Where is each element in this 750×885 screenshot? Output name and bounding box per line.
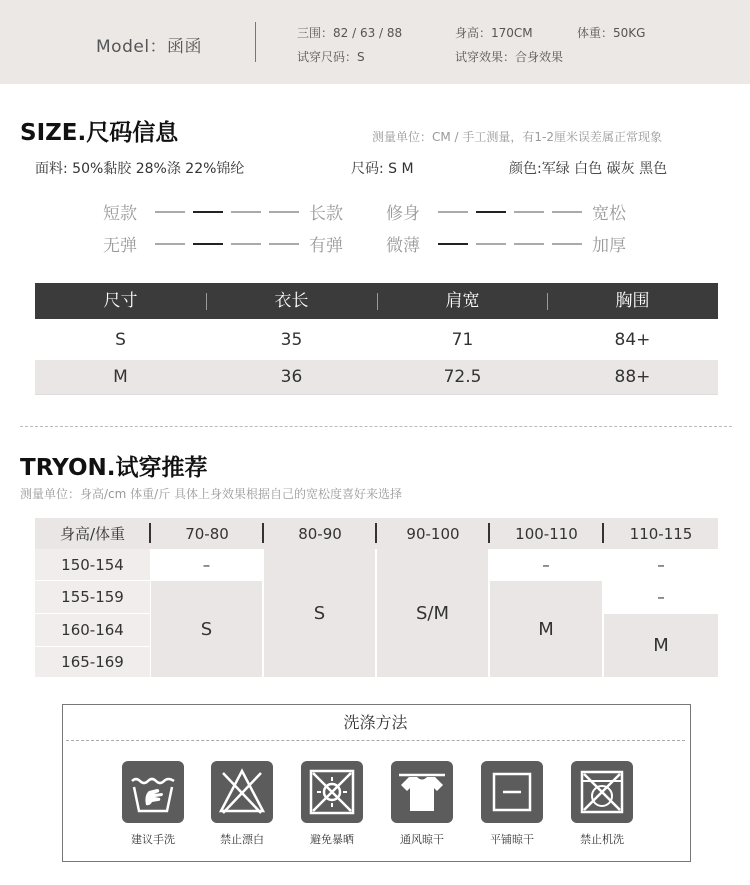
table-row: [35, 360, 718, 394]
table-cell: 72.5: [443, 367, 482, 387]
recommend-size: S/M: [415, 602, 450, 624]
recommend-none: –: [542, 555, 550, 574]
wash-label: 建议手洗: [131, 833, 175, 846]
shade-dry-icon: [391, 761, 453, 823]
model-name: Model：函函: [96, 37, 203, 57]
scale-left-label: 修身: [386, 204, 420, 224]
available-colors: 颜色:军绿 白色 碳灰 黑色: [509, 161, 668, 177]
size-header-cell: 尺寸: [103, 291, 138, 311]
fabric-info: 面料: 50%黏胶 28%涤 22%锦纶: [35, 161, 245, 177]
scale-marker: [552, 243, 582, 245]
wash-label: 通风晾干: [400, 833, 444, 846]
height-row-label: 155-159: [61, 588, 124, 606]
model-measurements: 三围：82 / 63 / 88: [297, 26, 403, 40]
hand-wash-icon: [122, 761, 184, 823]
size-header-cell: 胸围: [615, 291, 650, 311]
table-cell: 88+: [614, 367, 651, 387]
header-divider: [255, 22, 256, 62]
scale-left-label: 无弹: [103, 236, 137, 256]
scale-marker: [476, 243, 506, 245]
scale-marker: [269, 243, 299, 245]
height-row-label: 160-164: [61, 621, 124, 639]
tried-size: 试穿尺码：S: [297, 50, 365, 64]
recommend-none: –: [202, 555, 211, 574]
scale-marker: [155, 211, 185, 213]
scale-left-label: 微薄: [386, 236, 420, 256]
scale-right-label: 有弹: [309, 236, 343, 256]
available-sizes: 尺码: S M: [351, 161, 414, 177]
wash-label: 禁止机洗: [580, 833, 624, 846]
weight-col-header: 90-100: [406, 524, 460, 543]
recommend-size: S: [313, 602, 326, 624]
wash-label: 禁止漂白: [220, 833, 264, 846]
size-table-header: [35, 283, 718, 319]
wash-label: 平铺晾干: [490, 833, 534, 846]
tryon-section-title: TRYON.试穿推荐: [20, 455, 208, 481]
table-cell: 36: [280, 367, 303, 387]
section-divider: [20, 426, 732, 427]
model-weight: 体重：50KG: [577, 26, 646, 40]
scale-marker-active: [193, 211, 223, 213]
scale-marker-active: [476, 211, 506, 213]
scale-marker: [438, 211, 468, 213]
recommend-none: –: [657, 588, 665, 606]
corner-header: 身高/体重: [59, 525, 126, 543]
weight-col-header: 70-80: [185, 524, 229, 543]
model-height: 身高：170CM: [455, 26, 533, 40]
fit-effect: 试穿效果：合身效果: [455, 50, 564, 64]
no-sun-drying-icon: [301, 761, 363, 823]
scale-marker: [269, 211, 299, 213]
size-section-title: SIZE.尺码信息: [20, 120, 179, 146]
table-cell: 71: [451, 330, 474, 350]
recommend-none: –: [657, 555, 665, 574]
wash-care-title: 洗涤方法: [343, 713, 408, 732]
scale-marker: [552, 211, 582, 213]
height-row-label: 165-169: [61, 653, 124, 671]
scale-marker-active: [193, 243, 223, 245]
recommend-size: M: [538, 618, 554, 640]
scale-marker: [514, 243, 544, 245]
weight-col-header: 80-90: [298, 524, 342, 543]
table-cell: 35: [280, 330, 303, 350]
table-bottom-rule: [35, 394, 718, 395]
scale-marker: [231, 211, 261, 213]
flat-dry-icon: [481, 761, 543, 823]
scale-marker: [231, 243, 261, 245]
recommend-size: M: [653, 635, 669, 656]
table-cell: 84+: [614, 330, 651, 350]
scale-marker: [155, 243, 185, 245]
weight-col-header: 100-110: [515, 524, 578, 543]
table-cell: M: [113, 367, 128, 387]
size-header-cell: 肩宽: [445, 291, 480, 311]
size-unit-note: 测量单位：CM / 手工测量，有1-2厘米误差属正常现象: [372, 130, 663, 144]
no-machine-wash-icon: [571, 761, 633, 823]
scale-right-label: 长款: [309, 204, 343, 224]
wash-title-divider: [66, 740, 685, 741]
tryon-unit-note: 测量单位：身高/cm 体重/斤 具体上身效果根据自己的宽松度喜好来选择: [20, 487, 403, 501]
table-cell: S: [115, 330, 126, 350]
recommend-size: S: [200, 618, 213, 640]
no-bleach-icon: [211, 761, 273, 823]
weight-col-header: 110-115: [629, 524, 693, 543]
scale-right-label: 加厚: [592, 236, 626, 256]
height-row-label: 150-154: [61, 555, 124, 574]
size-header-cell: 衣长: [274, 291, 309, 311]
table-row: [35, 323, 718, 357]
scale-left-label: 短款: [103, 204, 137, 224]
scale-right-label: 宽松: [592, 204, 626, 224]
scale-marker-active: [438, 243, 468, 245]
wash-label: 避免暴晒: [310, 833, 354, 846]
scale-marker: [514, 211, 544, 213]
